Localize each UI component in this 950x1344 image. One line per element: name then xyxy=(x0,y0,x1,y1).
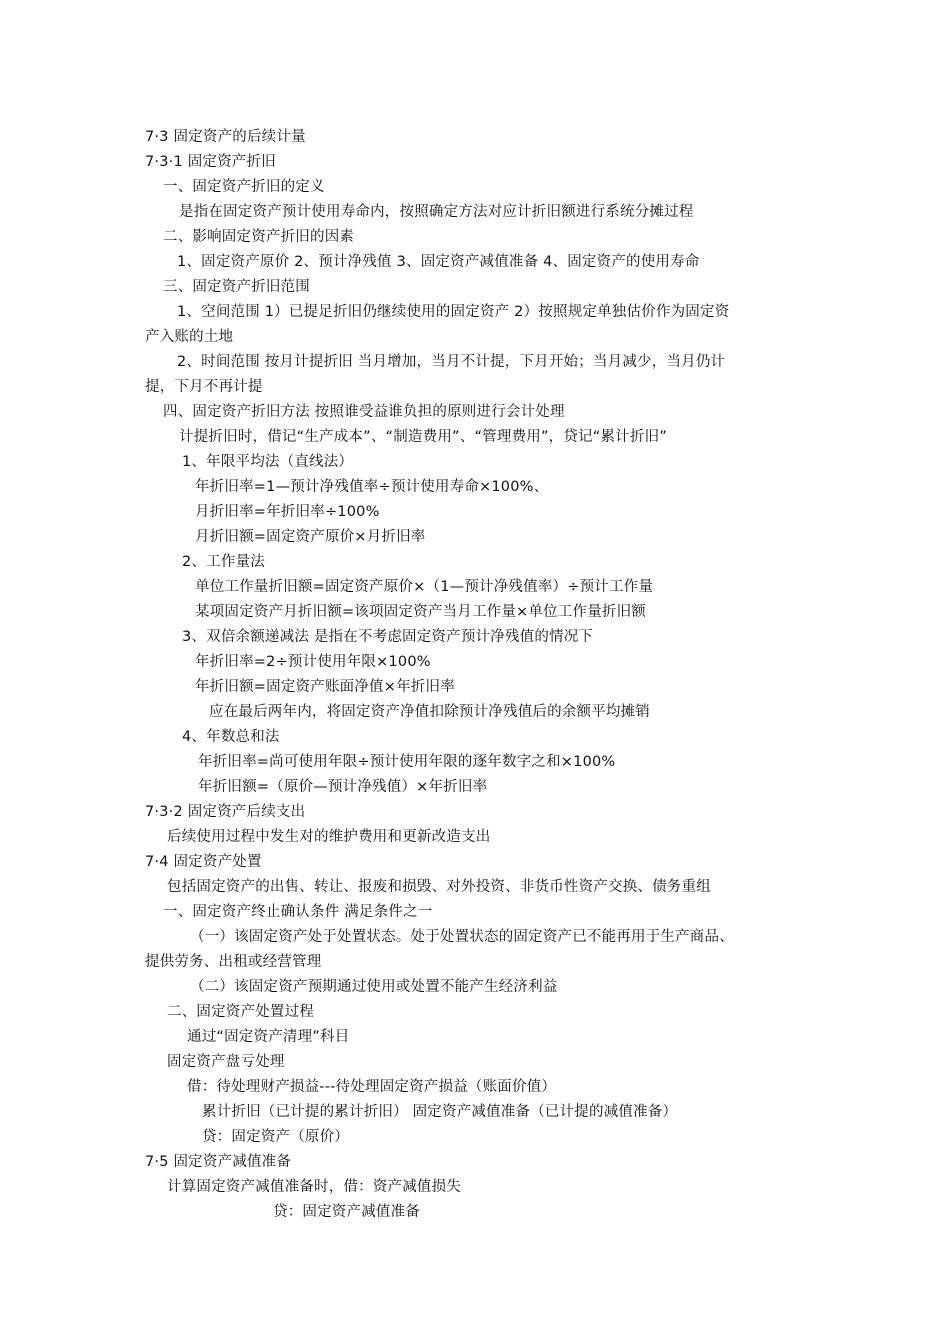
entry-credit-fixed-asset: 贷：固定资产（原价） xyxy=(202,1129,349,1145)
heading-7-3-2: 7·3·2 固定资产后续支出 xyxy=(145,804,306,820)
method-double-declining: 3、双倍余额递减法 是指在不考虑固定资产预计净残值的情况下 xyxy=(182,629,594,645)
heading-7-3-1: 7·3·1 固定资产折旧 xyxy=(145,154,276,170)
formula-annual-rate: 年折旧率=1—预计净残值率÷预计使用寿命×100%、 xyxy=(195,479,549,495)
formula-ddb-rate: 年折旧率=2÷预计使用年限×100% xyxy=(195,654,431,670)
formula-unit-workload: 单位工作量折旧额=固定资产原价×（1—预计净残值率）÷预计工作量 xyxy=(195,579,654,595)
paragraph-definition: 是指在固定资产预计使用寿命内，按照确定方法对应计折旧额进行系统分摊过程 xyxy=(179,204,694,220)
entry-debit-pending-loss: 借：待处理财产损益---待处理固定资产损益（账面价值） xyxy=(187,1079,557,1095)
formula-ddb-amount: 年折旧额=固定资产账面净值×年折旧率 xyxy=(195,679,455,695)
paragraph-ddb-note: 应在最后两年内，将固定资产净值扣除预计净残值后的余额平均摊销 xyxy=(209,704,650,720)
heading-7-5: 7·5 固定资产减值准备 xyxy=(145,1154,292,1170)
paragraph-time-scope-cont: 提，下月不再计提 xyxy=(145,379,263,395)
paragraph-time-scope: 2、时间范围 按月计提折旧 当月增加，当月不计提，下月开始；当月减少，当月仍计 xyxy=(177,354,726,370)
entry-impairment-credit: 贷：固定资产减值准备 xyxy=(273,1204,420,1220)
paragraph-space-scope-cont: 产入账的土地 xyxy=(145,329,234,345)
entry-debit-accumulated: 累计折旧（已计提的累计折旧） 固定资产减值准备（已计提的减值准备） xyxy=(202,1104,678,1120)
method-sum-of-years: 4、年数总和法 xyxy=(182,729,280,745)
formula-monthly-rate: 月折旧率=年折旧率÷100% xyxy=(195,504,380,520)
subheading-disposal-process: 二、固定资产处置过程 xyxy=(167,1004,314,1020)
heading-7-3: 7·3 固定资产的后续计量 xyxy=(145,129,306,145)
paragraph-disposal-scope: 包括固定资产的出售、转让、报废和损毁、对外投资、非货币性资产交换、债务重组 xyxy=(167,879,711,895)
method-workload: 2、工作量法 xyxy=(182,554,265,570)
paragraph-space-scope: 1、空间范围 1）已提足折旧仍继续使用的固定资产 2）按照规定单独估价作为固定资 xyxy=(177,304,730,320)
formula-soy-rate: 年折旧率=尚可使用年限÷预计使用年限的逐年数字之和×100% xyxy=(198,754,616,770)
subheading-methods: 四、固定资产折旧方法 按照谁受益谁负担的原则进行会计处理 xyxy=(163,404,565,420)
method-straight-line: 1、年限平均法（直线法） xyxy=(182,454,354,470)
subheading-depreciation-definition: 一、固定资产折旧的定义 xyxy=(163,179,325,195)
subheading-factors: 二、影响固定资产折旧的因素 xyxy=(163,229,355,245)
formula-monthly-workload: 某项固定资产月折旧额=该项固定资产当月工作量×单位工作量折旧额 xyxy=(195,604,646,620)
paragraph-condition-two: （二）该固定资产预期通过使用或处置不能产生经济利益 xyxy=(190,979,558,995)
paragraph-subsequent-expenditure: 后续使用过程中发生对的维护费用和更新改造支出 xyxy=(167,829,491,845)
paragraph-condition-one: （一）该固定资产处于处置状态。处于处置状态的固定资产已不能再用于生产商品、 xyxy=(190,929,734,945)
paragraph-clearing-account: 通过“固定资产清理”科目 xyxy=(187,1029,350,1045)
paragraph-factors: 1、固定资产原价 2、预计净残值 3、固定资产减值准备 4、固定资产的使用寿命 xyxy=(177,254,700,270)
subheading-inventory-loss: 固定资产盘亏处理 xyxy=(167,1054,285,1070)
entry-impairment-debit: 计算固定资产减值准备时，借：资产减值损失 xyxy=(167,1179,461,1195)
subheading-derecognition: 一、固定资产终止确认条件 满足条件之一 xyxy=(163,904,433,920)
formula-monthly-amount: 月折旧额=固定资产原价×月折旧率 xyxy=(195,529,426,545)
formula-soy-amount: 年折旧额=（原价—预计净残值）×年折旧率 xyxy=(198,779,488,795)
paragraph-journal-entry: 计提折旧时，借记“生产成本”、“制造费用”、“管理费用”，贷记“累计折旧” xyxy=(179,429,667,445)
subheading-scope: 三、固定资产折旧范围 xyxy=(163,279,310,295)
paragraph-condition-one-cont: 提供劳务、出租或经营管理 xyxy=(145,954,322,970)
heading-7-4: 7·4 固定资产处置 xyxy=(145,854,262,870)
